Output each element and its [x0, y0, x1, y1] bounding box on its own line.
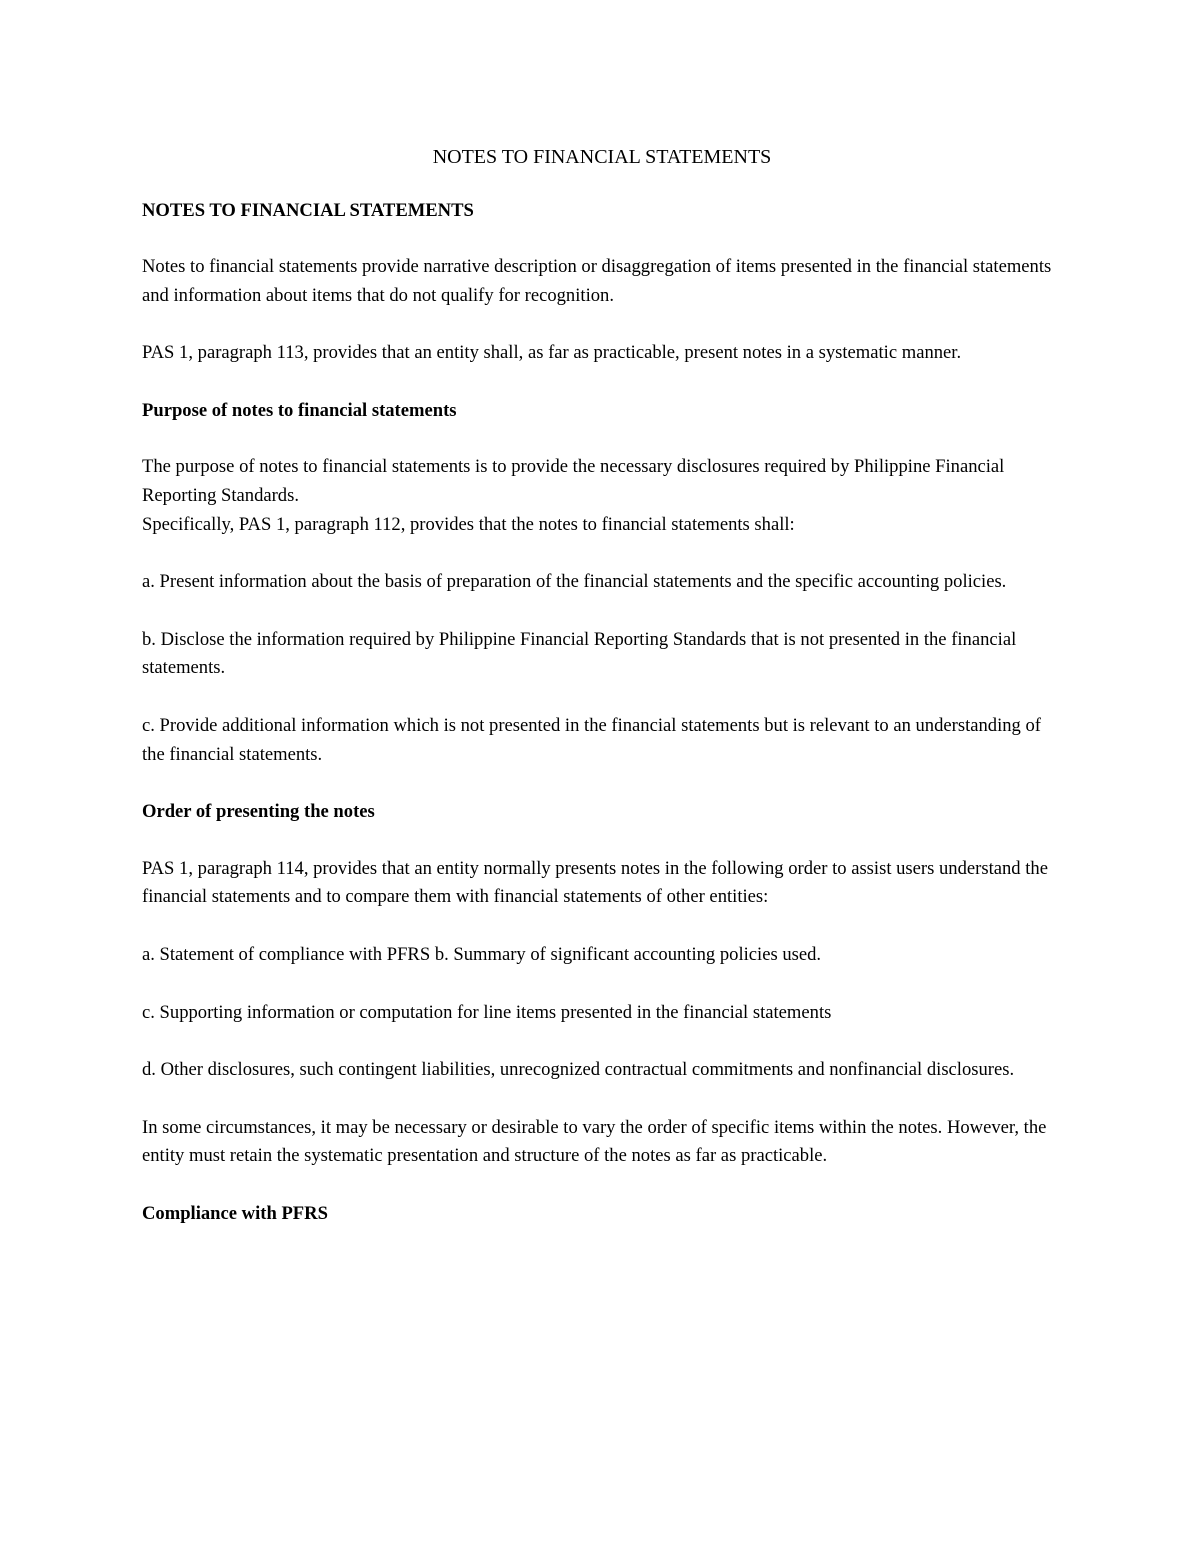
document-content [142, 143, 1062, 1256]
purpose-item-b: b. Disclose the information required by Philippine Financial Reporting Standards that is not presented in the financial statements. [142, 628, 1017, 679]
purpose-item-c: c. Provide additional information which is not presented in the financial statements but is relevant to an understanding of the financial statements. [142, 714, 1041, 765]
document-title: NOTES TO FINANCIAL STATEMENTS [432, 146, 772, 168]
order-paragraph: PAS 1, paragraph 114, provides that an entity normally presents notes in the following order to assist users understand the financial statements and to compare them with financial statements of other entities: [142, 857, 1048, 908]
purpose-paragraph: The purpose of notes to financial statements is to provide the necessary disclosures required by Philippine Financial Reporting Standards. [142, 456, 1005, 506]
purpose-item-a: a. Present information about the basis of preparation of the financial statements and the specific accounting policies. [142, 571, 1007, 593]
order-item-d: d. Other disclosures, such contingent liabilities, unrecognized contractual commitments and nonfinancial disclosures. [142, 1059, 1015, 1081]
circumstances-paragraph: In some circumstances, it may be necessary or desirable to vary the order of specific items within the notes. However, the entity must retain the systematic presentation and structure of the notes as far as practicable. [142, 1116, 1047, 1167]
compliance-heading: Compliance with PFRS [142, 1202, 328, 1224]
purpose-specifically-paragraph: Specifically, PAS 1, paragraph 112, provides that the notes to financial statements shall: [142, 513, 795, 535]
document-subtitle: NOTES TO FINANCIAL STATEMENTS [142, 200, 474, 221]
purpose-heading: Purpose of notes to financial statements [142, 399, 457, 421]
intro-paragraph: Notes to financial statements provide narrative description or disaggregation of items presented in the financial statements and information about items that do not qualify for recognition. [142, 256, 1052, 306]
order-heading: Order of presenting the notes [142, 801, 375, 823]
order-item-a-b: a. Statement of compliance with PFRS b. Summary of significant accounting policies used. [142, 943, 822, 965]
order-item-c: c. Supporting information or computation for line items presented in the financial statements [142, 1001, 832, 1023]
pas-113-paragraph: PAS 1, paragraph 113, provides that an entity shall, as far as practicable, present notes in a systematic manner. [142, 342, 962, 364]
